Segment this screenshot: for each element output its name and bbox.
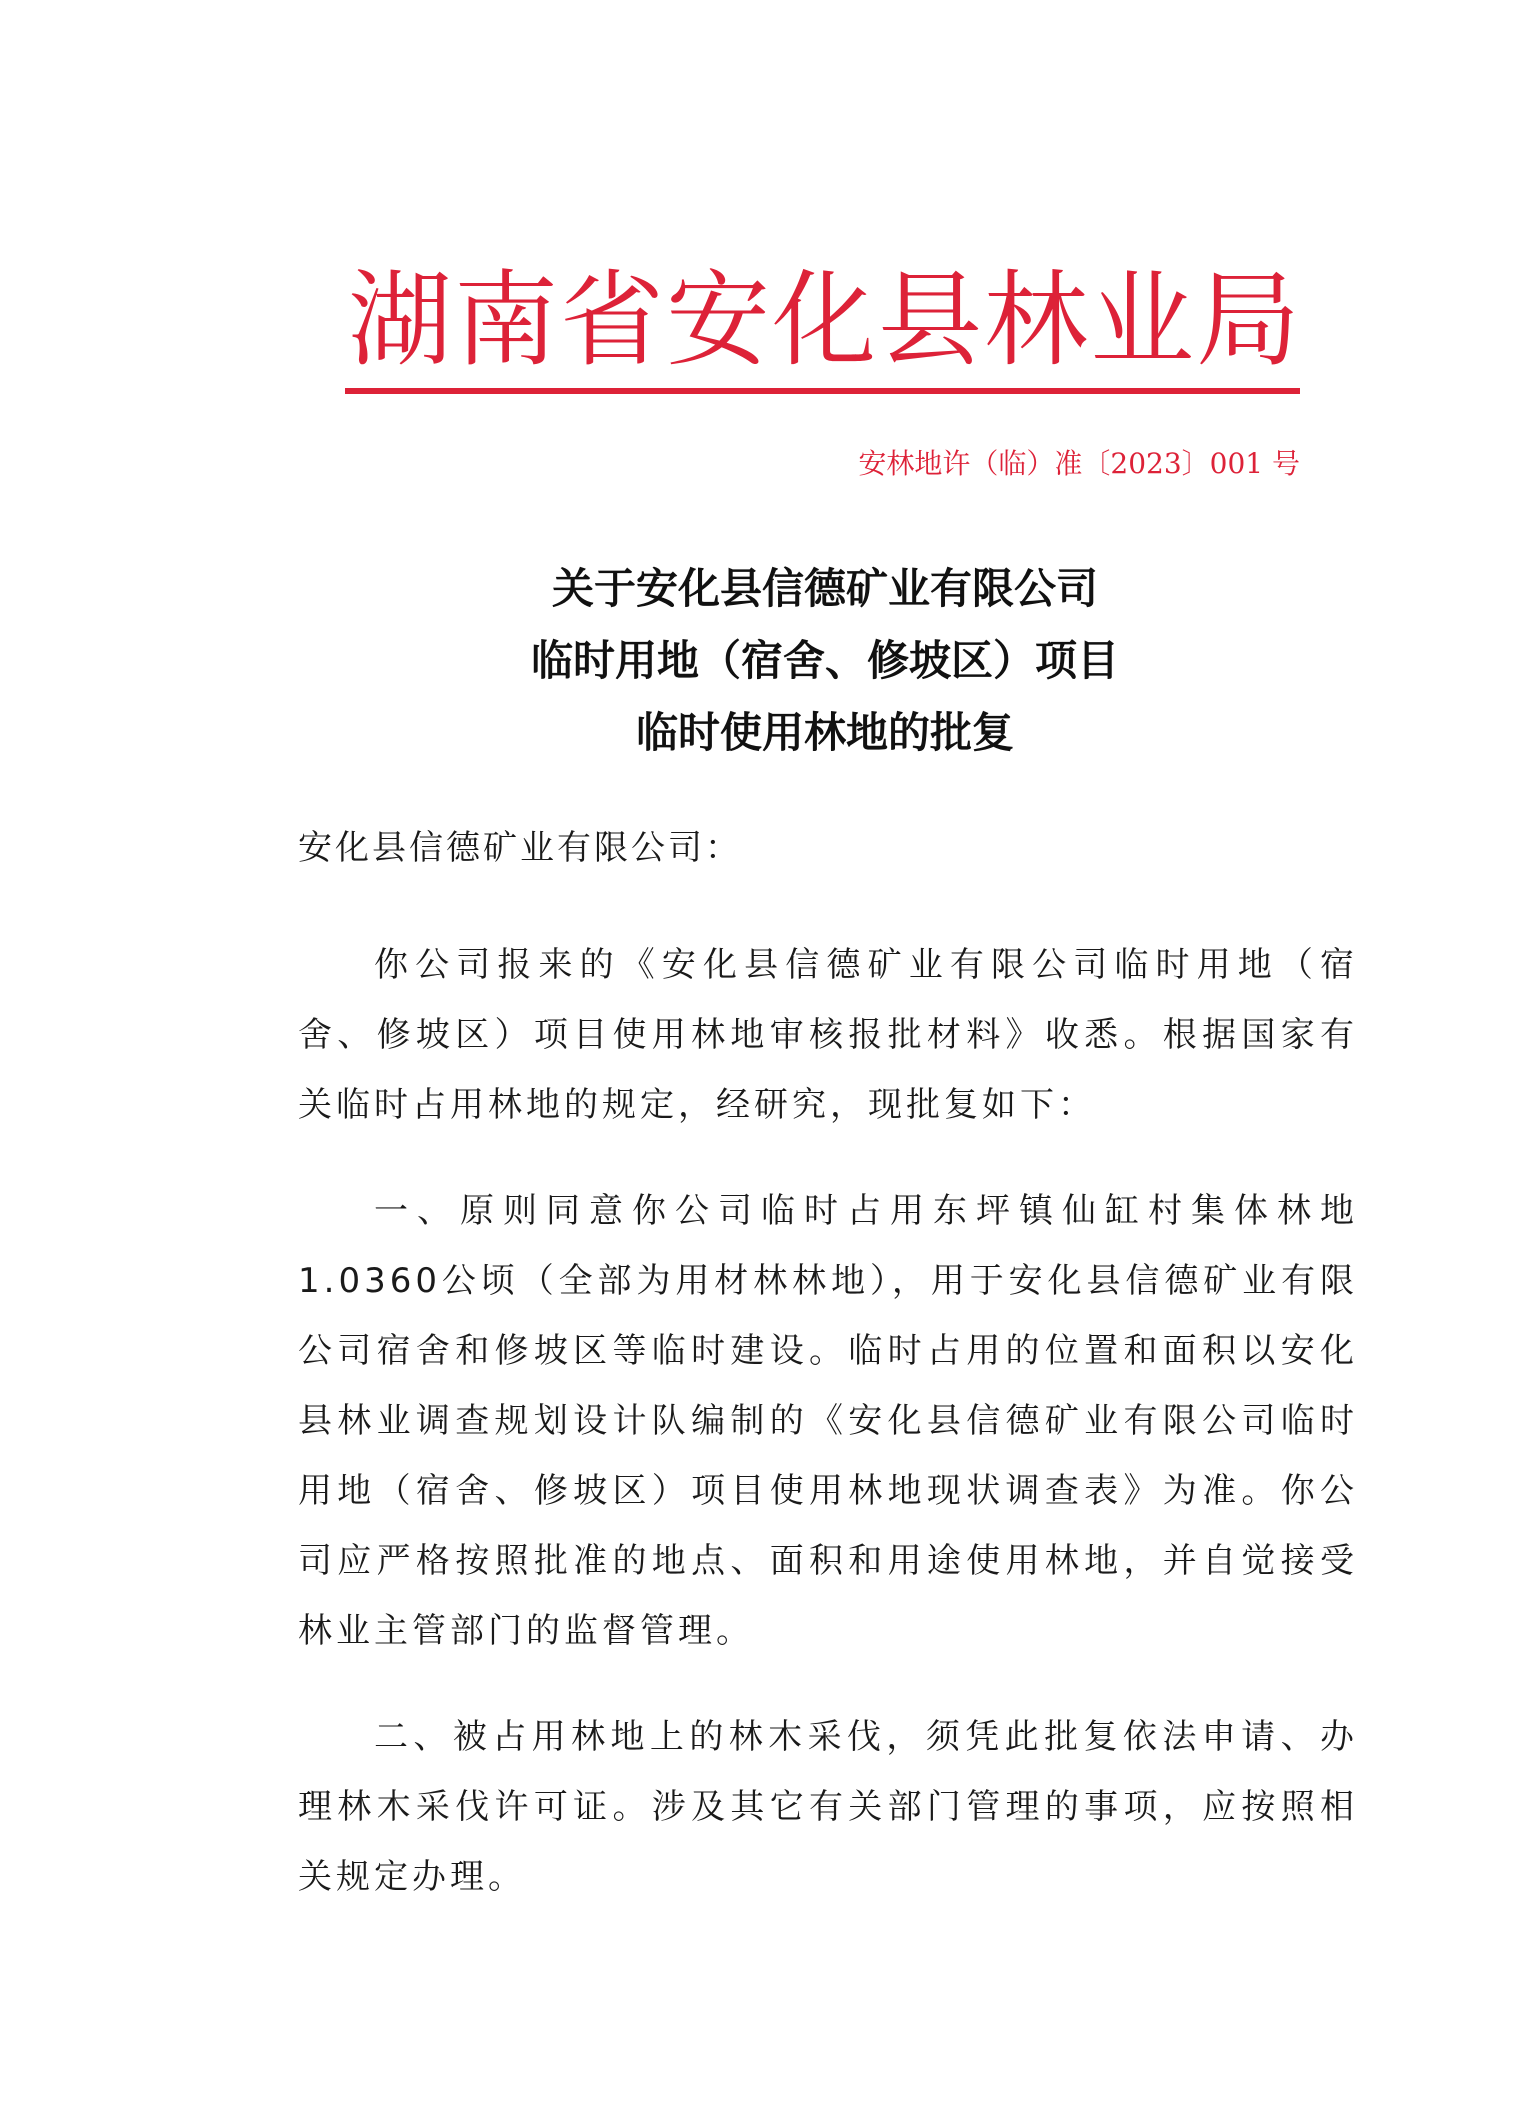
document-body bbox=[298, 930, 1358, 1948]
paragraph-item-2: 二、被占用林地上的林木采伐，须凭此批复依法申请、办理林木采伐许可证。涉及其它有关部门管理的事项，应按照相关规定办理。 bbox=[298, 1717, 1358, 1897]
document-title bbox=[300, 553, 1350, 769]
paragraph-item-1: 一、原则同意你公司临时占用东坪镇仙缸村集体林地1.0360公顷（全部为用材林林地），用于安化县信德矿业有限公司宿舍和修坡区等临时建设。临时占用的位置和面积以安化县林业调查规划设计队编制的《安化县信德矿业有限公司临时用地（宿舍、修坡区）项目使用林地现状调查表》为准。你公司应严格按照批准的地点、面积和用途使用林地，并自觉接受林业主管部门的监督管理。 bbox=[298, 1191, 1358, 1651]
document-number: 安林地许（临）准〔2023〕001 号 bbox=[858, 447, 1300, 480]
title-line-2: 临时用地（宿舍、修坡区）项目 bbox=[530, 636, 1119, 685]
paragraph-intro: 你公司报来的《安化县信德矿业有限公司临时用地（宿舍、修坡区）项目使用林地审核报批材料》收悉。根据国家有关临时占用林地的规定，经研究，现批复如下： bbox=[298, 945, 1358, 1125]
addressee: 安化县信德矿业有限公司： bbox=[298, 828, 742, 868]
red-separator-line bbox=[345, 388, 1300, 394]
title-line-3: 临时使用林地的批复 bbox=[635, 708, 1014, 757]
title-line-1: 关于安化县信德矿业有限公司 bbox=[551, 564, 1098, 613]
agency-header: 湖南省安化县林业局 bbox=[347, 259, 1302, 381]
